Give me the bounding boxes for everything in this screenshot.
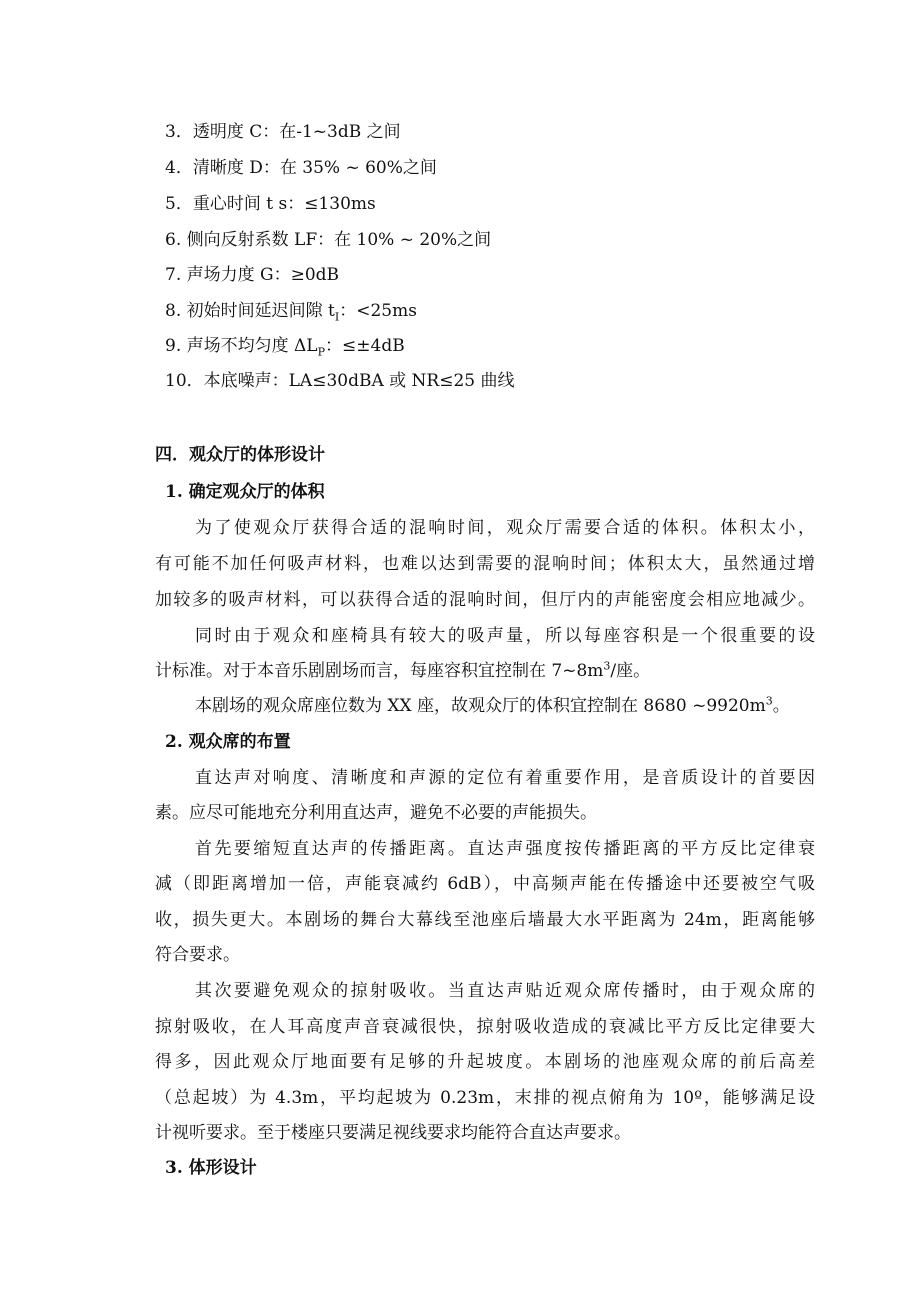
paragraph-line: 其次要避免观众的掠射吸收。当直达声贴近观众席传播时，由于观众席的 (195, 981, 815, 1001)
text-span: /座。 (610, 661, 651, 681)
item-text: 初始时间延迟间隙 t (186, 301, 335, 321)
subsection-heading-shape: 3. 体形设计 (165, 1158, 257, 1178)
paragraph-line: 计视听要求。至于楼座只要满足视线要求均能符合直达声要求。 (155, 1123, 631, 1143)
paragraph-line: 同时由于观众和座椅具有较大的吸声量，所以每座容积是一个很重要的设 (195, 626, 815, 646)
item-number: 10． (165, 371, 204, 391)
item-text: 侧向反射系数 LF：在 10% ~ 20%之间 (186, 230, 492, 250)
item-text: 清晰度 D：在 35% ~ 60%之间 (192, 158, 437, 178)
paragraph-line: 符合要求。 (155, 945, 240, 965)
subsection-heading-volume: 1. 确定观众厅的体积 (165, 482, 325, 502)
paragraph-line: 为了使观众厅获得合适的混响时间，观众厅需要合适的体积。体积太小， (195, 518, 815, 538)
paragraph-line: 有可能不加任何吸声材料，也难以达到需要的混响时间；体积太大，虽然通过增 (155, 554, 815, 574)
criteria-item-8 (165, 299, 920, 323)
item-text: 重心时间 t s：≤130ms (192, 194, 376, 214)
criteria-item-3 (165, 120, 920, 144)
paragraph-line (155, 659, 815, 683)
subsection-heading-seating: 2. 观众席的布置 (165, 732, 291, 752)
paragraph-line: 加较多的吸声材料，可以获得合适的混响时间，但厅内的声能密度会相应地减少。 (155, 590, 815, 610)
item-text: ：≤±4dB (325, 336, 405, 356)
paragraph-line: 减（即距离增加一倍，声能衰减约 6dB），中高频声能在传播途中还要被空气吸 (155, 874, 815, 894)
item-text: 声场力度 G：≥0dB (186, 265, 340, 285)
item-text: 本底噪声：LA≤30dBA 或 NR≤25 曲线 (203, 371, 515, 391)
criteria-item-7 (165, 263, 920, 287)
item-number: 3． (165, 122, 193, 142)
criteria-item-4 (165, 156, 920, 180)
paragraph-line: 得多，因此观众厅地面要有足够的升起坡度。本剧场的池座观众席的前后高差 (155, 1052, 815, 1072)
paragraph-line: 收，损失更大。本剧场的舞台大幕线至池座后墙最大水平距离为 24m，距离能够 (155, 910, 815, 930)
section-heading: 四．观众厅的体形设计 (155, 445, 325, 465)
paragraph-line: 首先要缩短直达声的传播距离。直达声强度按传播距离的平方反比定律衰 (195, 839, 815, 859)
criteria-item-10 (165, 369, 920, 393)
paragraph-line: （总起坡）为 4.3m，平均起坡为 0.23m，末排的视点俯角为 10º，能够满足设 (155, 1088, 815, 1108)
criteria-item-6 (165, 228, 920, 252)
item-subscript: I (334, 310, 340, 324)
paragraph-line: 素。应尽可能地充分利用直达声，避免不必要的声能损失。 (155, 803, 597, 823)
paragraph-line: 掠射吸收，在人耳高度声音衰减很快，掠射吸收造成的衰减比平方反比定律要大 (155, 1017, 815, 1037)
item-number: 7. (165, 265, 187, 285)
item-number: 9. (165, 336, 187, 356)
item-text: 透明度 C：在-1~3dB 之间 (192, 122, 401, 142)
superscript: 3 (765, 694, 773, 708)
item-number: 8. (165, 301, 187, 321)
superscript: 3 (603, 659, 611, 673)
item-text: ：<25ms (339, 301, 417, 321)
item-number: 4． (165, 158, 193, 178)
criteria-item-5 (165, 192, 920, 216)
item-number: 5． (165, 194, 193, 214)
paragraph-line (195, 694, 815, 718)
criteria-item-9 (165, 334, 920, 358)
item-text: 声场不均匀度 ΔL (186, 336, 318, 356)
paragraph-line: 直达声对响度、清晰度和声源的定位有着重要作用，是音质设计的首要因 (195, 768, 815, 788)
item-number: 6. (165, 230, 187, 250)
text-span: 本剧场的观众席座位数为 XX 座，故观众厅的体积宜控制在 8680 ~9920m (195, 696, 766, 716)
text-span: 。 (772, 696, 790, 716)
item-subscript: P (317, 345, 326, 359)
text-span: 计标准。对于本音乐剧剧场而言，每座容积宜控制在 7~8m (155, 661, 604, 681)
